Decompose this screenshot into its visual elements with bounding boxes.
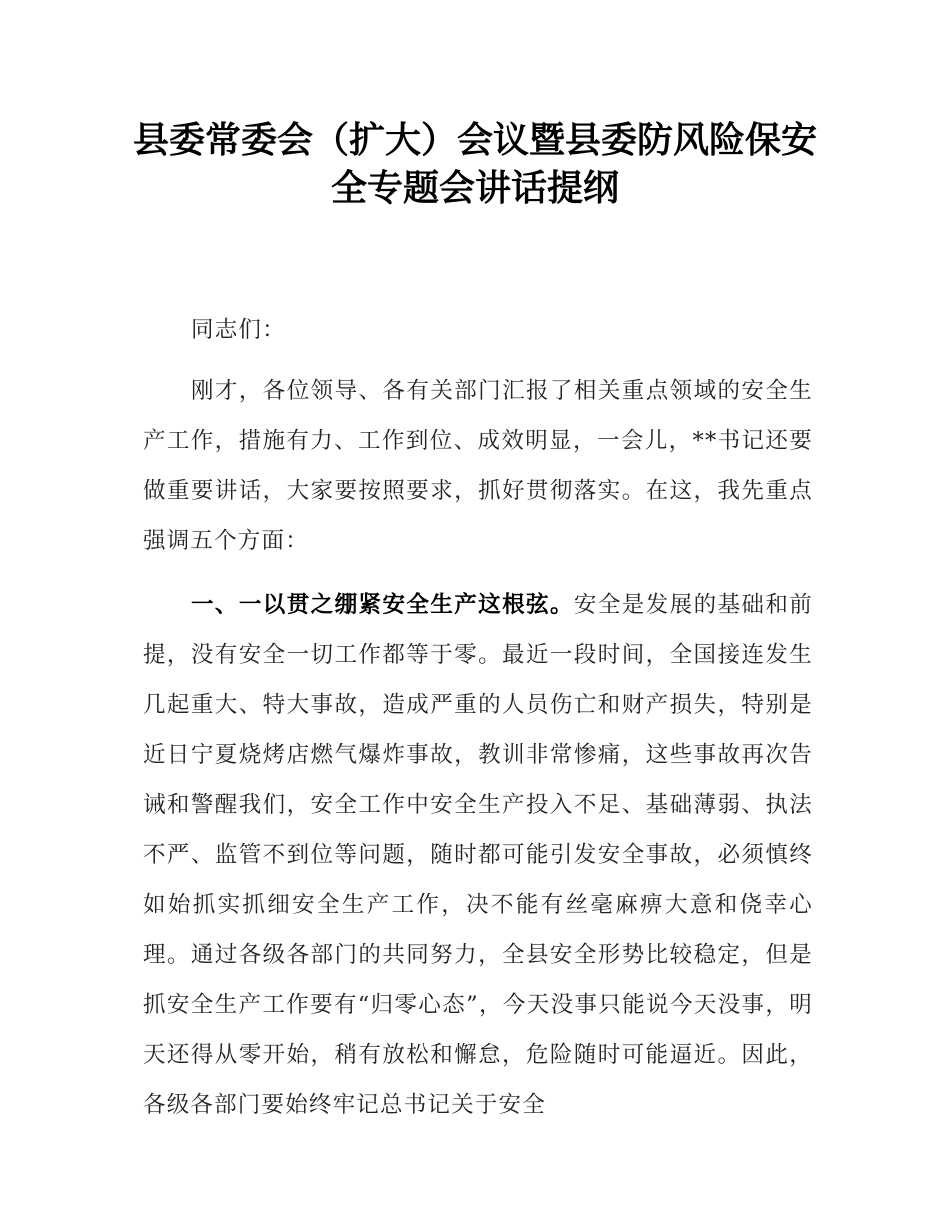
section-1-text: 安全是发展的基础和前提，没有安全一切工作都等于零。最近一段时间，全国接连发生几起重大、特大事故，造成严重的人员伤亡和财产损失，特别是近日宁夏烧烤店燃气爆炸事故，教训非常惨痛，这些事故再次告诫和警醒我们，安全工作中安全生产投入不足、基础薄弱、执法不严、监管不到位等问题，随时都可能引发安全事故，必须慎终如始抓实抓细安全生产工作，决不能有丝毫麻痹大意和侥幸心理。通过各级各部门的共同努力，全县安全形势比较稳定，但是抓安全生产工作要有“归零心态”，今天没事只能说今天没事，明天还得从零开始，稍有放松和懈怠，危险随时可能逼近。因此，各级各部门要始终牢记总书记关于安全	[143, 592, 813, 1118]
paragraph-intro: 刚才，各位领导、各有关部门汇报了相关重点领域的安全生产工作，措施有力、工作到位、成效明显，一会儿，**书记还要做重要讲话，大家要按照要求，抓好贯彻落实。在这，我先重点强调五个方面：	[143, 378, 813, 554]
paragraph-section-1	[143, 580, 813, 1130]
greeting: 同志们：	[191, 317, 286, 343]
document-title-line-1: 县委常委会（扩大）会议暨县委防风险保安	[132, 119, 817, 161]
section-1-heading: 一、一以贯之绷紧安全生产这根弦。	[191, 592, 574, 618]
document-title-line-2: 全专题会讲话提纲	[330, 167, 619, 209]
